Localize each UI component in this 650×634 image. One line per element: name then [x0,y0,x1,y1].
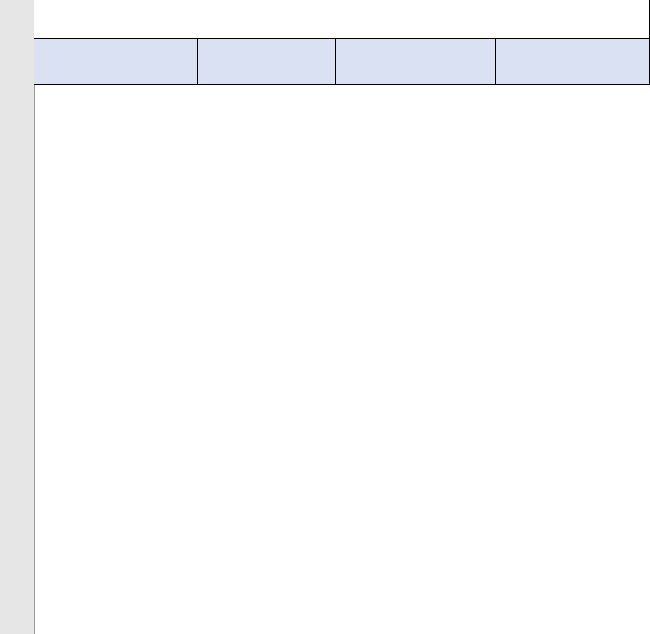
table-title[interactable] [34,0,650,39]
header-group-mousikis[interactable] [496,39,650,85]
header-area[interactable] [34,39,198,85]
header-group-nipiagogoi[interactable] [336,39,496,85]
pivot-table [34,0,650,634]
header-group-daskaloi[interactable] [198,39,336,85]
row-number-gutter [0,0,35,634]
